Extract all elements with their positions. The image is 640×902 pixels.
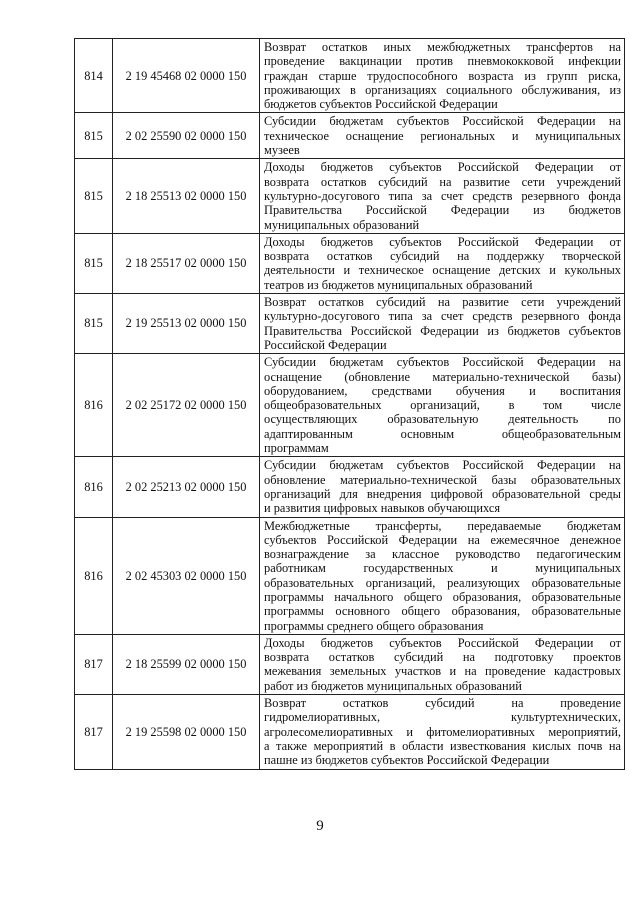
row-number-cell: 817 [75,695,113,769]
description-line: межевания земельных участков и на проведение кадастровых [264,664,621,679]
description-line: деятельности и техническое оснащение детских и кукольных [264,263,621,278]
description-line: Правительства Российской Федерации из бюджетов субъектов [264,323,621,338]
description-line: организаций для внедрения цифровой образовательной среды [264,486,621,501]
description-line: Субсидии бюджетам субъектов Российской Федерации на [264,355,621,370]
description-line: Доходы бюджетов субъектов Российской Федерации от [264,635,621,650]
row-number-cell: 814 [75,39,113,113]
description-line: оснащение (обновление материально-технической базы) [264,369,621,384]
description-line: осуществляющих образовательную деятельность по [264,412,621,427]
description-line: возврата остатков субсидий на поддержку творческой [264,249,621,264]
description-line: Возврат остатков иных межбюджетных трансфертов на [264,40,621,54]
budget-code-cell: 2 18 25513 02 0000 150 [113,159,260,233]
table-row [75,457,625,517]
table-row [75,354,625,457]
table-row [75,634,625,694]
description-cell [260,294,625,354]
description-line: граждан старше трудоспособного возраста из групп риска, [264,68,621,83]
budget-code-cell: 2 18 25599 02 0000 150 [113,634,260,694]
description-line: и развития цифровых навыков обучающихся [264,501,501,516]
description-cell [260,517,625,634]
row-number-cell: 816 [75,457,113,517]
description-line: техническое оснащение региональных и муниципальных [264,128,621,143]
description-line: музеев [264,143,300,158]
description-line: вознаграждение за классное руководство педагогическим [264,547,621,562]
table-row [75,39,625,113]
table-row [75,233,625,293]
budget-code-cell: 2 02 25213 02 0000 150 [113,457,260,517]
description-line: Возврат остатков субсидий на проведение [264,696,621,711]
budget-code-cell: 2 19 25513 02 0000 150 [113,294,260,354]
budget-code-cell: 2 19 45468 02 0000 150 [113,39,260,113]
description-line: работ из бюджетов муниципальных образований [264,678,522,693]
budget-code-cell: 2 18 25517 02 0000 150 [113,233,260,293]
description-cell [260,695,625,769]
description-line: проведение вакцинации против пневмококковой инфекции [264,54,621,69]
description-line: Доходы бюджетов субъектов Российской Федерации от [264,234,621,249]
description-line: адаптированным основным общеобразовательным [264,426,621,441]
description-line: образовательных организаций, реализующих образовательные [264,575,621,590]
description-line: субъектов Российской Федерации на ежемесячное денежное [264,532,621,547]
table-row [75,517,625,634]
description-line: бюджетов субъектов Российской Федерации [264,97,498,112]
description-cell [260,457,625,517]
budget-code-cell: 2 02 25590 02 0000 150 [113,113,260,159]
description-line: работникам государственных и муниципальных [264,561,621,576]
description-line: театров из бюджетов муниципальных образований [264,277,533,292]
description-line: муниципальных образований [264,217,420,232]
description-line: гидромелиоративных, культуртехнических, [264,710,621,725]
description-line: Российской Федерации [264,337,387,352]
description-line: Правительства Российской Федерации из бюджетов [264,203,621,218]
description-cell [260,113,625,159]
description-line: проживающих в организациях социального обслуживания, из [264,82,621,97]
row-number-cell: 815 [75,159,113,233]
description-cell [260,159,625,233]
row-number-cell: 815 [75,233,113,293]
description-line: Доходы бюджетов субъектов Российской Федерации от [264,160,621,175]
description-line: Межбюджетные трансферты, передаваемые бюджетам [264,518,621,533]
table-row [75,159,625,233]
description-line: оборудованием, средствами обучения и воспитания [264,383,621,398]
description-line: Возврат остатков субсидий на развитие сети учреждений [264,295,621,310]
table-row [75,113,625,159]
description-line: программам [264,441,329,456]
description-line: возврата остатков субсидий на подготовку проектов [264,650,621,665]
table-row [75,294,625,354]
page-number: 9 [316,818,324,834]
description-line: агролесомелиоративных и фитомелиоративных мероприятий, [264,724,621,739]
description-line: программы среднего общего образования [264,618,484,633]
description-line: а также мероприятий в области известкования кислых почв на [264,738,621,753]
row-number-cell: 816 [75,354,113,457]
description-line: Субсидии бюджетам субъектов Российской Федерации на [264,114,621,129]
description-cell [260,634,625,694]
description-line: возврата остатков субсидий на развитие сети учреждений [264,174,621,189]
description-line: обновление материально-технической базы образовательных [264,472,621,487]
description-line: пашне из бюджетов субъектов Российской Федерации [264,753,550,768]
description-line: общеобразовательных организаций, в том числе [264,398,621,413]
description-line: программы начального общего образования, образовательные [264,589,621,604]
row-number-cell: 815 [75,294,113,354]
table-body [75,39,625,770]
row-number-cell: 816 [75,517,113,634]
description-cell [260,233,625,293]
description-line: программы основного общего образования, образовательные [264,604,621,619]
description-line: культурно-досугового типа за счет средств резервного фонда [264,309,621,324]
description-cell [260,39,625,113]
budget-code-cell: 2 19 25598 02 0000 150 [113,695,260,769]
description-line: культурно-досугового типа за счет средств резервного фонда [264,188,621,203]
table-row [75,695,625,769]
budget-codes-table [74,38,625,770]
row-number-cell: 815 [75,113,113,159]
description-line: Субсидии бюджетам субъектов Российской Федерации на [264,458,621,473]
budget-code-cell: 2 02 25172 02 0000 150 [113,354,260,457]
row-number-cell: 817 [75,634,113,694]
budget-code-cell: 2 02 45303 02 0000 150 [113,517,260,634]
description-cell [260,354,625,457]
